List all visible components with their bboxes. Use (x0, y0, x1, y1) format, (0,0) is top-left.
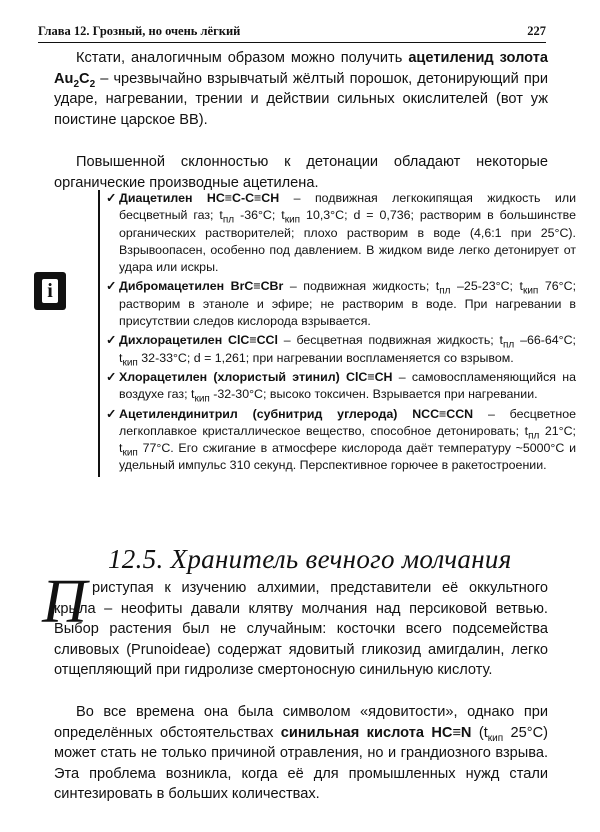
compound-list (98, 190, 576, 477)
list-item: ✓ Дихлорацетилен ClC≡CCl – бесцветная подвижная жидкость; $t_{пл}$ –66-64°C; $t_{кип}$ 32-33°C; d = 1,261; при нагревании воспламеняется со взрывом. (106, 333, 576, 369)
info-icon (34, 272, 66, 310)
paragraph-1 (54, 48, 548, 130)
page-number: 227 (527, 24, 546, 38)
drop-cap: П (42, 568, 87, 636)
info-icon-glyph: i (47, 280, 53, 302)
checkmark-icon: ✓ (106, 333, 117, 348)
paragraph-2: Повышенной склонностью к детонации обладают некоторые органические производные ацетилена. (54, 154, 548, 191)
paragraph-3: риступая к изучению алхимии, представители её оккультного крыла – неофиты давали клятву молчания над персиковой ветвью. Выбор растения был не случайным: косточки всего подсемейства сливовых (Prunoideae) содержат ядовитый гликозид амигдалин, легко отщепляющий при гидролизе смертоносную синильную кислоту. (54, 580, 548, 678)
checkmark-icon: ✓ (106, 191, 117, 205)
list-item: ✓ Хлорацетилен (хлористый этинил) ClC≡CH – самовоспламеняющийся на воздухе газ; $t_{кип}$ -32-30°C; высоко токсичен. Взрывается при нагревании. (106, 369, 576, 405)
running-head (38, 20, 546, 43)
list-item: ✓ Диацетилен HC≡C-C≡CH – подвижная легкокипящая жидкость или бесцветный газ; $t_{пл}$ -36°C; $t_{кип}$ 10,3°C; d = 0,736; растворим в большинстве органических растворителей; плохо растворим в воде (4,6:1 при 25°C). Взрывоопасен, особенно под давлением. В жидком виде легко детонирует от удара или искры. (106, 191, 576, 275)
chapter-title: Глава 12. Грозный, но очень лёгкий (38, 24, 241, 38)
checkmark-icon: ✓ (106, 406, 117, 421)
p1-text-b: – чрезвычайно взрывчатый жёлтый порошок, детонирующий при ударе, нагревании, трении и действии сильных окислителей (вот уж поистине царское ВВ). (54, 70, 548, 128)
checkmark-icon: ✓ (106, 279, 117, 294)
hydrocyanic-acid-term: синильная кислота HC≡N (280, 724, 472, 741)
list-item: ✓ Ацетилендинитрил (субнитрид углерода) NCC≡CCN – бесцветное легкоплавкое кристаллическое вещество, способное детонировать; $t_{пл}$ 21°C; $t_{кип}$ 77°C. Его сжигание в атмосфере кислорода даёт температуру ~5000°C и удельный импульс 310 секунд. Перспективное горючее в ракетостроении. (106, 406, 577, 473)
section-title: 12.5. Хранитель вечного молчания (108, 544, 512, 574)
p1-text-a: Кстати, аналогичным образом можно получить (76, 50, 409, 66)
list-item: ✓ Дибромацетилен BrC≡CBr – подвижная жидкость; $t_{пл}$ –25-23°C; $t_{кип}$ 76°C; растворим в этаноле и эфире; не растворим в воде. При нагревании в присутствии следов кислорода взрывается. (106, 279, 577, 329)
checkmark-icon: ✓ (106, 369, 117, 384)
paragraph-4: Во все времена она была символом «ядовитости», однако при определённых обстоятельствах синильная кислота HC≡N ($t_{кип}$ 25°C) может стать не только причиной отравления, но и грандиозного взрыва. Эта проблема возникла, когда её для промышленных нужд стали синтезировать в больших количествах. (54, 704, 548, 802)
gold-acetylide-term: ацетиленид золота $Au_2C_2$ (54, 50, 548, 90)
